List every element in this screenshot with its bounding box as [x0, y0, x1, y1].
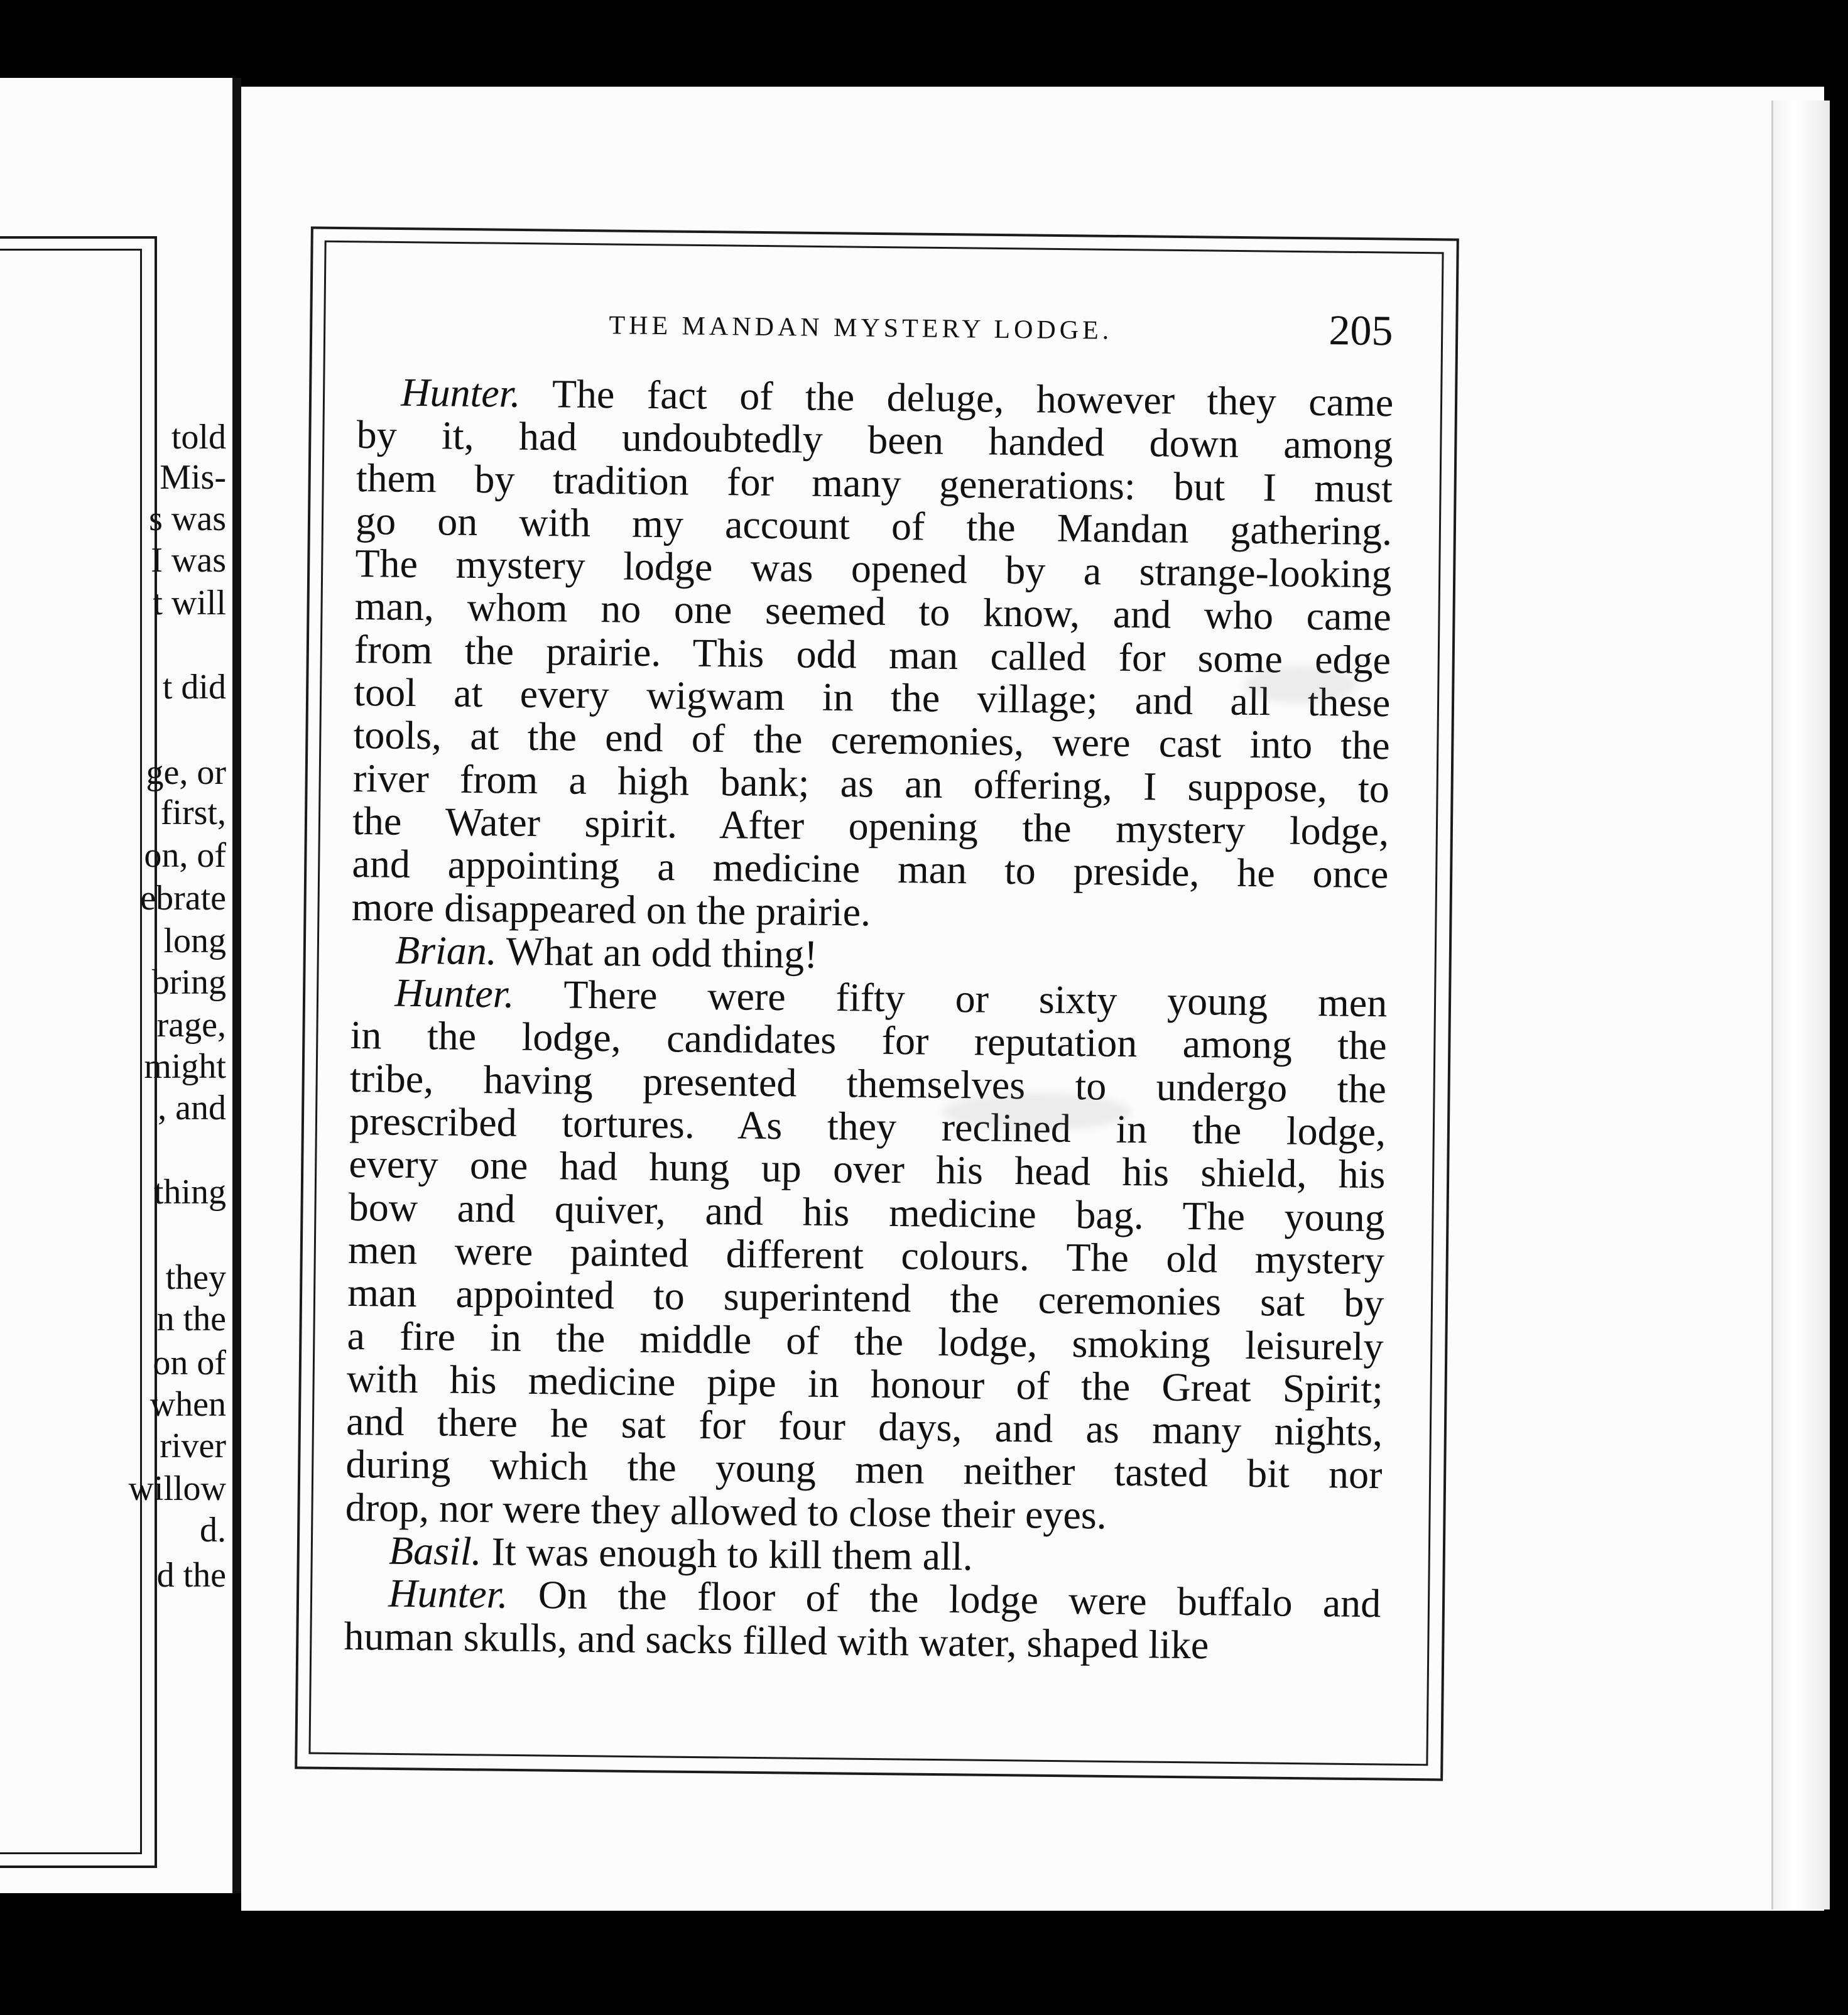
page-text-block [344, 295, 1394, 1668]
line-text: bow and quiver, and his medicine bag. The young [348, 1184, 1386, 1240]
line-text: and there he sat for four days, and as many nights, [345, 1399, 1383, 1455]
line-text: tool at every wigwam in the village; and all these [354, 670, 1391, 725]
smudge [942, 1093, 1131, 1131]
speaker-name: Brian. [394, 927, 497, 974]
line-text: with his medicine pipe in honour of the Great Spirit; [346, 1355, 1384, 1412]
previous-page-line: bring [151, 963, 226, 1002]
previous-page-line: d. [200, 1511, 226, 1550]
line-text: more disappeared on the prairie. [351, 884, 871, 935]
previous-page-line: I was [151, 541, 226, 580]
line-text: men were painted different colours. The old mystery [347, 1227, 1385, 1283]
line-text: drop, nor were they allowed to close their eyes. [345, 1484, 1107, 1538]
previous-page-line: rage, [156, 1006, 226, 1045]
previous-page-line: ebrate [140, 879, 226, 918]
line-text: It was enough to kill them all. [481, 1529, 974, 1579]
line-text: tools, at the end of the ceremonies, were cast into the [353, 712, 1390, 768]
gutter [232, 78, 241, 1893]
previous-page-line: Mis- [160, 458, 226, 497]
line-text: in the lodge, candidates for reputation among the [350, 1013, 1387, 1068]
line-text: go on with my account of the Mandan gathering. [355, 497, 1393, 554]
previous-page [0, 78, 232, 1893]
line-text: tribe, having presented themselves to undergo the [349, 1055, 1387, 1111]
line-text: The mystery lodge was opened by a strange-looking [355, 541, 1392, 597]
speaker-name: Hunter. [388, 1570, 508, 1617]
speaker-name: Basil. [388, 1528, 482, 1574]
previous-page-line: d the [156, 1556, 226, 1595]
line-text: the Water spirit. After opening the mystery lodge, [352, 798, 1389, 854]
speaker-name: Hunter. [401, 369, 521, 416]
running-head-title: THE MANDAN MYSTERY LODGE. [609, 311, 1113, 345]
line-text: and appointing a medicine man to preside, he once [352, 841, 1389, 897]
previous-page-line: when [149, 1385, 226, 1424]
previous-page-line: t will [153, 584, 226, 622]
speaker-name: Hunter. [394, 970, 514, 1016]
line-text: from the prairie. This odd man called for some edge [354, 626, 1391, 683]
previous-page-line: long [163, 921, 226, 960]
previous-page-line: n the [156, 1300, 226, 1339]
line-text: On the floor of the lodge were buffalo and [508, 1572, 1381, 1626]
previous-page-line: ge, or [146, 753, 226, 792]
previous-page-line: they [165, 1258, 226, 1297]
line-text: every one had hung up over his head his shield, his [349, 1141, 1386, 1197]
line-text: There were fifty or sixty young men [514, 971, 1388, 1026]
page-number: 205 [1329, 306, 1393, 355]
previous-page-line: s was [149, 499, 226, 538]
line-text: human skulls, and sacks filled with water, shaped like [344, 1613, 1209, 1667]
running-head [357, 295, 1394, 381]
previous-page-line: willow [128, 1469, 226, 1508]
previous-page-line: first, [160, 793, 226, 832]
previous-page-line: might [144, 1047, 226, 1086]
previous-page-line: thing [153, 1173, 226, 1212]
line-text: man, whom no one seemed to know, and who came [354, 584, 1392, 639]
line-text: The fact of the deluge, however they came [520, 371, 1394, 425]
line-text: prescribed tortures. As they reclined in the lodge, [349, 1098, 1386, 1154]
line-text: a fire in the middle of the lodge, smoking leisurely [347, 1313, 1384, 1369]
previous-page-line: , and [158, 1089, 226, 1127]
body-text [344, 371, 1393, 1668]
line-text: by it, had undoubtedly been handed down among [356, 412, 1393, 468]
smudge [1244, 666, 1357, 703]
previous-page-line: t did [162, 668, 226, 707]
line-text: during which the young men neither tasted bit nor [345, 1442, 1383, 1497]
previous-page-line: on, of [144, 836, 226, 875]
line-text: them by tradition for many generations: but I must [356, 455, 1393, 511]
line-text: What an odd thing! [496, 928, 818, 977]
previous-page-line: on of [153, 1344, 226, 1382]
page-edges [1771, 100, 1830, 1909]
previous-page-line: river [160, 1426, 226, 1465]
line-text: river from a high bank; as an offering, I suppose, to [352, 755, 1390, 811]
line-text: man appointed to superintend the ceremonies sat by [347, 1270, 1384, 1326]
previous-page-line: told [171, 418, 226, 457]
